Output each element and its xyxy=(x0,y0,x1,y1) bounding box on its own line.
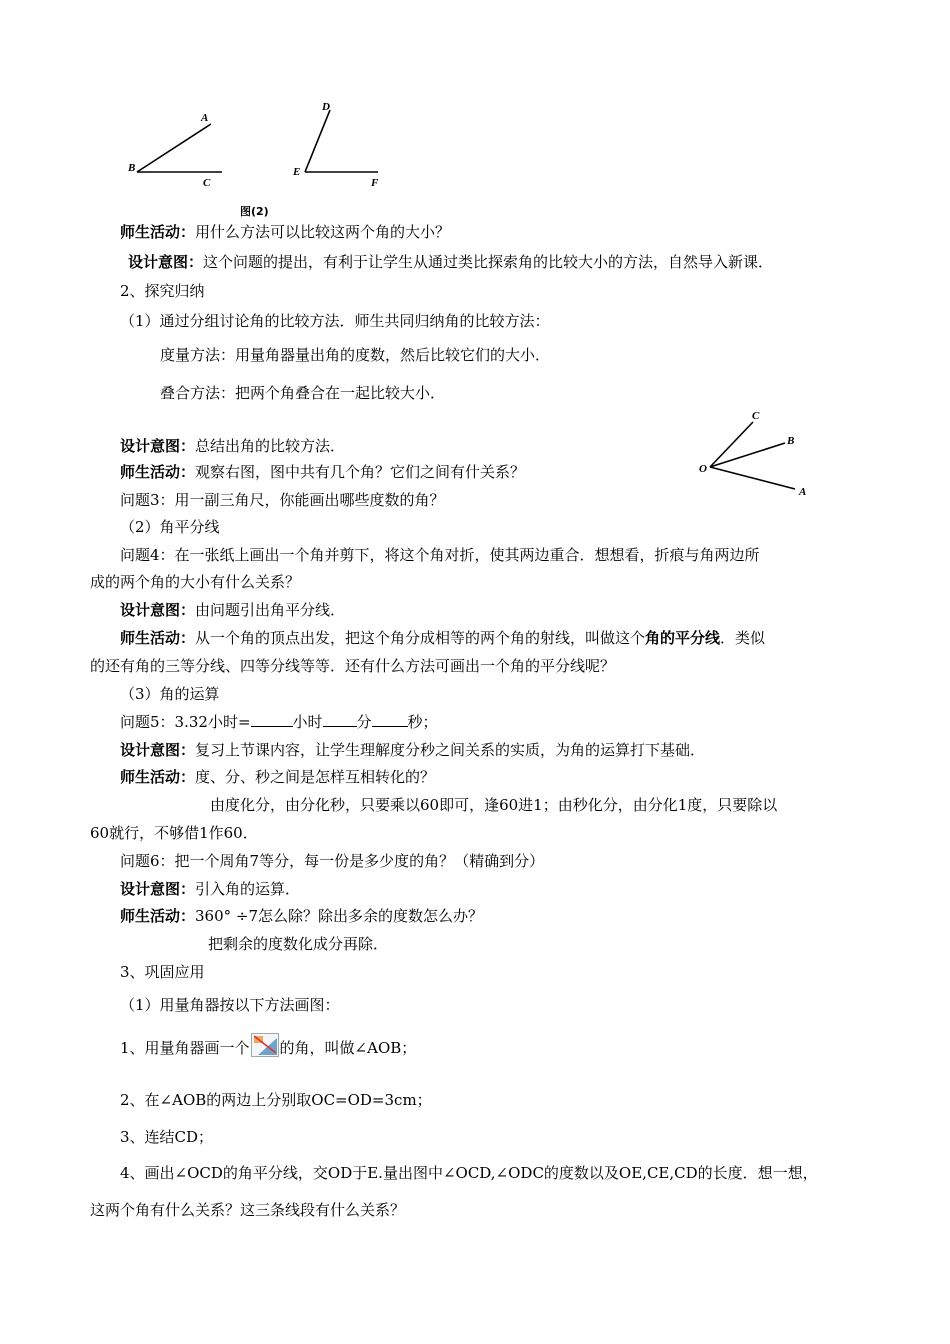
label: 师生活动： xyxy=(120,463,196,481)
label-c: C xyxy=(752,410,760,422)
label: 师生活动： xyxy=(120,907,196,925)
line-15: 的还有角的三等分线、四等分线等等．还有什么方法可画出一个角的平分线呢？ xyxy=(90,657,616,675)
text: 360° ÷7怎么除？除出多余的度数怎么办？ xyxy=(195,907,484,925)
line-19 xyxy=(120,767,435,787)
label: 设计意图： xyxy=(120,437,196,455)
figure-2-angles xyxy=(125,95,390,195)
line-30: 3、连结CD； xyxy=(120,1128,214,1146)
line-9: 问题3：用一副三角尺，你能画出哪些度数的角？ xyxy=(120,491,445,509)
ray-ed xyxy=(305,110,330,172)
label-c: C xyxy=(203,177,211,189)
line-11: 问题4：在一张纸上画出一个角并剪下，将这个角对折，使其两边重合．想想看，折痕与角两边所 xyxy=(120,546,760,564)
label: 师生活动： xyxy=(120,768,196,786)
line-29: 2、在∠AOB的两边上分别取OC=OD=3cm； xyxy=(120,1091,432,1109)
text: 用什么方法可以比较这两个角的大小？ xyxy=(195,223,451,241)
label: 师生活动： xyxy=(120,223,196,241)
line-2 xyxy=(128,252,773,272)
label: 设计意图： xyxy=(120,741,196,759)
text: 引入角的运算． xyxy=(195,880,301,898)
line-22: 问题6：把一个周角7等分，每一份是多少度的角？（精确到分） xyxy=(120,852,545,870)
line-16: （3）角的运算 xyxy=(120,685,220,703)
line-27: （1）用量角器按以下方法画图： xyxy=(120,996,340,1014)
text: 观察右图，图中共有几个角？它们之间有什关系？ xyxy=(195,463,526,481)
term-angle-bisector: 角的平分线 xyxy=(645,629,721,647)
line-6: 叠合方法：把两个角叠合在一起比较大小． xyxy=(160,384,446,402)
text: 复习上节课内容，让学生理解度分秒之间关系的实质，为角的运算打下基础． xyxy=(195,741,706,759)
line-10: （2）角平分线 xyxy=(120,518,220,536)
label: 设计意图： xyxy=(120,601,196,619)
text: 由问题引出角平分线． xyxy=(195,601,346,619)
line-5: 度量方法：用量角器量出角的度数，然后比较它们的大小． xyxy=(160,346,551,364)
text-a: 1、用量角器画一个 xyxy=(120,1039,250,1057)
label-b: B xyxy=(787,435,795,447)
text-a: 从一个角的顶点出发，把这个角分成相等的两个角的射线，叫做这个 xyxy=(195,629,646,647)
label-e: E xyxy=(293,166,301,178)
text-b: 小时 xyxy=(292,713,323,731)
label-f: F xyxy=(371,177,379,189)
line-20: 由度化分，由分化秒，只要乘以60即可，逢60进1；由秒化分，由分化1度，只要除以 xyxy=(210,796,778,814)
broken-image-icon xyxy=(251,1033,279,1057)
ray-ba xyxy=(137,124,211,172)
line-24 xyxy=(120,906,483,926)
text: 度、分、秒之间是怎样互相转化的？ xyxy=(195,768,436,786)
line-13 xyxy=(120,600,345,620)
line-28 xyxy=(120,1037,416,1061)
text-d: 秒； xyxy=(407,713,438,731)
line-12: 成的两个角的大小有什么关系？ xyxy=(90,573,301,591)
line-4: （1）通过分组讨论角的比较方法．师生共同归纳角的比较方法： xyxy=(120,312,550,330)
line-17 xyxy=(120,712,438,732)
label: 设计意图： xyxy=(120,880,196,898)
line-18 xyxy=(120,740,705,760)
line-32: 这两个角有什么关系？这三条线段有什么关系？ xyxy=(90,1201,406,1219)
text-a: 问题5：3.32小时= xyxy=(120,713,251,731)
line-1 xyxy=(120,222,450,242)
line-23 xyxy=(120,879,300,899)
text-b: ．类似 xyxy=(720,629,766,647)
line-25: 把剩余的度数化成分再除． xyxy=(208,935,389,953)
label-d: D xyxy=(322,101,330,113)
label-a: A xyxy=(201,112,209,124)
text-b: 的角，叫做∠AOB； xyxy=(279,1039,417,1057)
label-o: O xyxy=(699,463,707,475)
text-c: 分 xyxy=(356,713,372,731)
label-b: B xyxy=(128,162,136,174)
label-a: A xyxy=(799,486,807,498)
line-26: 3、巩固应用 xyxy=(120,963,205,981)
blank-2 xyxy=(323,712,357,727)
figure-2-caption: 图(2) xyxy=(240,205,269,218)
text: 总结出角的比较方法． xyxy=(195,437,346,455)
line-3: 2、探究归纳 xyxy=(120,282,205,300)
blank-1 xyxy=(251,712,293,727)
ray-oa xyxy=(710,467,795,489)
label: 师生活动： xyxy=(120,629,196,647)
text: 这个问题的提出，有利于让学生从通过类比探索角的比较大小的方法，自然导入新课． xyxy=(203,253,774,271)
line-14 xyxy=(120,628,765,648)
blank-3 xyxy=(372,712,408,727)
label: 设计意图： xyxy=(128,253,204,271)
line-31: 4、画出∠OCD的角平分线，交OD于E.量出图中∠OCD,∠ODC的度数以及OE,CE,CD的长度．想一想， xyxy=(120,1164,818,1182)
line-8 xyxy=(120,462,525,482)
line-7 xyxy=(120,436,345,456)
line-21: 60就行，不够借1作60． xyxy=(90,824,258,842)
figure-rays-oabc xyxy=(695,405,815,500)
